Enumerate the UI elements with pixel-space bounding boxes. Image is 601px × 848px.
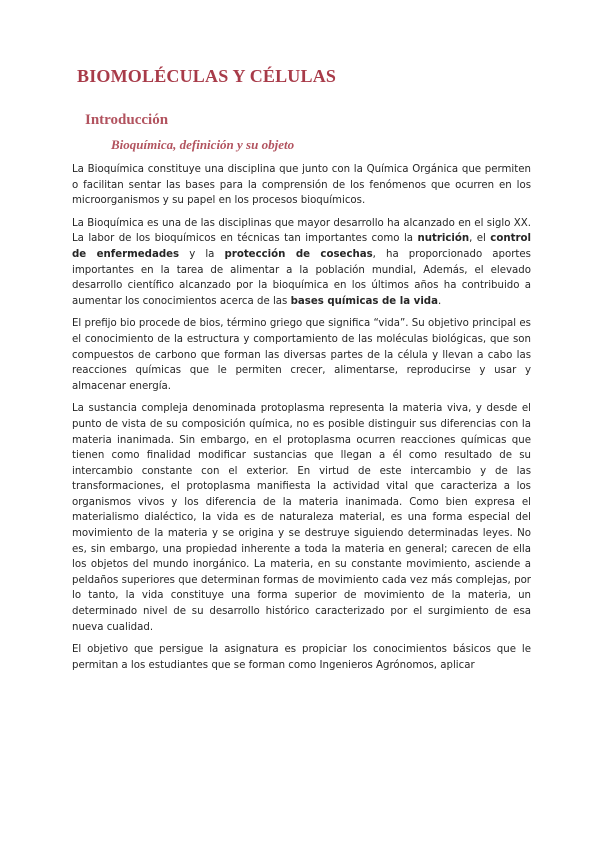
bold-term: nutrición [417,233,470,245]
paragraph-2-text: . [437,295,442,307]
paragraph-4: La sustancia compleja denominada protoplasma representa la materia viva, y desde el punto de vista de su composición química, no es posible distinguir sus diferencias con la materia inanimada. Sin embargo, en el protoplasma ocurren reacciones químicas que tienen como finalidad modificar sustancias que llegan a él como resultado de su intercambio constante con el exterior. En virtud de este intercambio y de las transformaciones, el protoplasma manifiesta la actividad vital que caracteriza a los organismos vivos y los diferencia de la materia inanimada. Como bien expresa el materialismo dialéctico, la vida es de naturaleza material, es una forma especial del movimiento de la materia y se origina y se destruye siguiendo determinadas leyes. No es, sin embargo, una propiedad inherente a toda la materia en general; carecen de ella los objetos del mundo inorgánico. La materia, en su constante movimiento, asciende a peldaños superiores que determinan formas de movimiento cada vez más complejas, por lo tanto, la vida constituye una forma superior de movimiento de la materia, un determinado nivel de su desarrollo histórico caracterizado por el surgimiento de esa nueva cualidad. [72,403,531,633]
section-heading: Introducción [85,112,169,128]
bold-term: bases químicas de la vida [290,295,438,307]
paragraph-3: El prefijo bio procede de bios, término griego que significa “vida”. Su objetivo principal es el conocimiento de la estructura y comportamiento de las moléculas biológicas, que son compuestos de carbono que forman las diversas partes de la célula y llevan a cabo las reacciones químicas que le permiten crecer, alimentarse, reproducirse y usar y almacenar energía. [72,318,531,392]
paragraph-5: El objetivo que persigue la asignatura es propiciar los conocimientos básicos que le permitan a los estudiantes que se forman como Ingenieros Agrónomos, aplicar [72,644,531,671]
bold-term: protección de cosechas [224,248,373,260]
bold-term: control de enfermedades [72,233,531,260]
paragraph-1: La Bioquímica constituye una disciplina que junto con la Química Orgánica que permiten o facilitan sentar las bases para la comprensión de los fenómenos que ocurren en los microorganismos y su papel en los procesos bioquímicos. [72,164,531,207]
paragraph-2 [72,216,531,310]
paragraph-2-text: La Bioquímica es una de las disciplinas que mayor desarrollo ha alcanzado en el siglo XX. La labor de los bioquímicos en técnicas tan importantes como la [72,217,531,245]
document-body [72,162,531,680]
subsection-heading: Bioquímica, definición y su objeto [111,137,295,152]
paragraph-2-text: y la [179,248,225,260]
document-title: BIOMOLÉCULAS Y CÉLULAS [77,66,337,86]
paragraph-2-text: , ha proporcionado aportes importantes en la tarea de alimentar a la población mundial, Además, el elevado desarrollo científico alcanzado por la bioquímica en los últimos años ha contribuido a aumentar los conocimientos acerca de las [72,248,531,307]
paragraph-2-text: , el [469,233,491,245]
